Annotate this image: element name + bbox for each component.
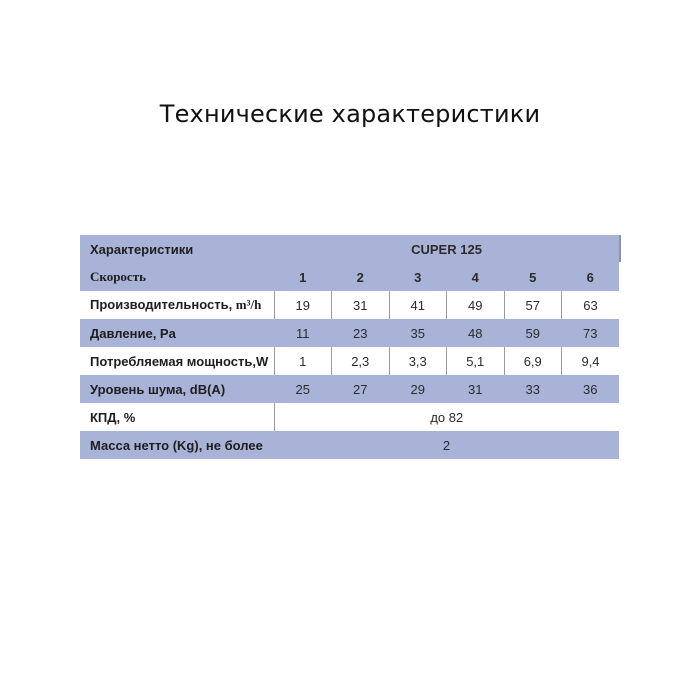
- table-row-power: [80, 347, 619, 375]
- power-value: 1: [274, 347, 332, 375]
- pressure-value: 48: [447, 319, 505, 347]
- efficiency-label: КПД, %: [80, 403, 274, 431]
- noise-value: 27: [332, 375, 390, 403]
- pressure-value: 11: [274, 319, 332, 347]
- airflow-unit: m³/h: [235, 297, 262, 312]
- pressure-value: 59: [504, 319, 562, 347]
- airflow-value: 49: [447, 291, 505, 319]
- noise-label: Уровень шума, dB(A): [80, 375, 274, 403]
- noise-value: 25: [274, 375, 332, 403]
- speed-row: [80, 263, 619, 291]
- speed-5: 5: [504, 263, 562, 291]
- airflow-value: 63: [562, 291, 620, 319]
- power-value: 3,3: [389, 347, 447, 375]
- pressure-value: 35: [389, 319, 447, 347]
- airflow-value: 19: [274, 291, 332, 319]
- airflow-label-text: Производительность,: [90, 297, 236, 312]
- pressure-label: Давление, Pa: [80, 319, 274, 347]
- speed-label: Скорость: [80, 263, 274, 291]
- table-edge-shadow: [619, 235, 621, 262]
- table-row-airflow: [80, 291, 619, 319]
- speed-1: 1: [274, 263, 332, 291]
- power-value: 6,9: [504, 347, 562, 375]
- specifications-table: [80, 235, 619, 459]
- airflow-value: 57: [504, 291, 562, 319]
- noise-value: 29: [389, 375, 447, 403]
- airflow-value: 31: [332, 291, 390, 319]
- speed-4: 4: [447, 263, 505, 291]
- efficiency-value: до 82: [274, 403, 619, 431]
- noise-value: 31: [447, 375, 505, 403]
- noise-value: 33: [504, 375, 562, 403]
- pressure-value: 73: [562, 319, 620, 347]
- speed-6: 6: [562, 263, 620, 291]
- table-row-weight: [80, 431, 619, 459]
- airflow-value: 41: [389, 291, 447, 319]
- power-value: 9,4: [562, 347, 620, 375]
- model-name-header: CUPER 125: [274, 235, 619, 263]
- table-row-efficiency: [80, 403, 619, 431]
- table-header-row: [80, 235, 619, 263]
- table-row-pressure: [80, 319, 619, 347]
- pressure-value: 23: [332, 319, 390, 347]
- power-label: Потребляемая мощность,W: [80, 347, 274, 375]
- weight-value: 2: [274, 431, 619, 459]
- page-title: Технические характеристики: [159, 100, 541, 128]
- speed-2: 2: [332, 263, 390, 291]
- speed-3: 3: [389, 263, 447, 291]
- airflow-label: [80, 291, 274, 319]
- weight-label: Масса нетто (Kg), не более: [80, 431, 274, 459]
- power-value: 2,3: [332, 347, 390, 375]
- power-value: 5,1: [447, 347, 505, 375]
- characteristics-header: Характеристики: [80, 235, 274, 263]
- table-row-noise: [80, 375, 619, 403]
- noise-value: 36: [562, 375, 620, 403]
